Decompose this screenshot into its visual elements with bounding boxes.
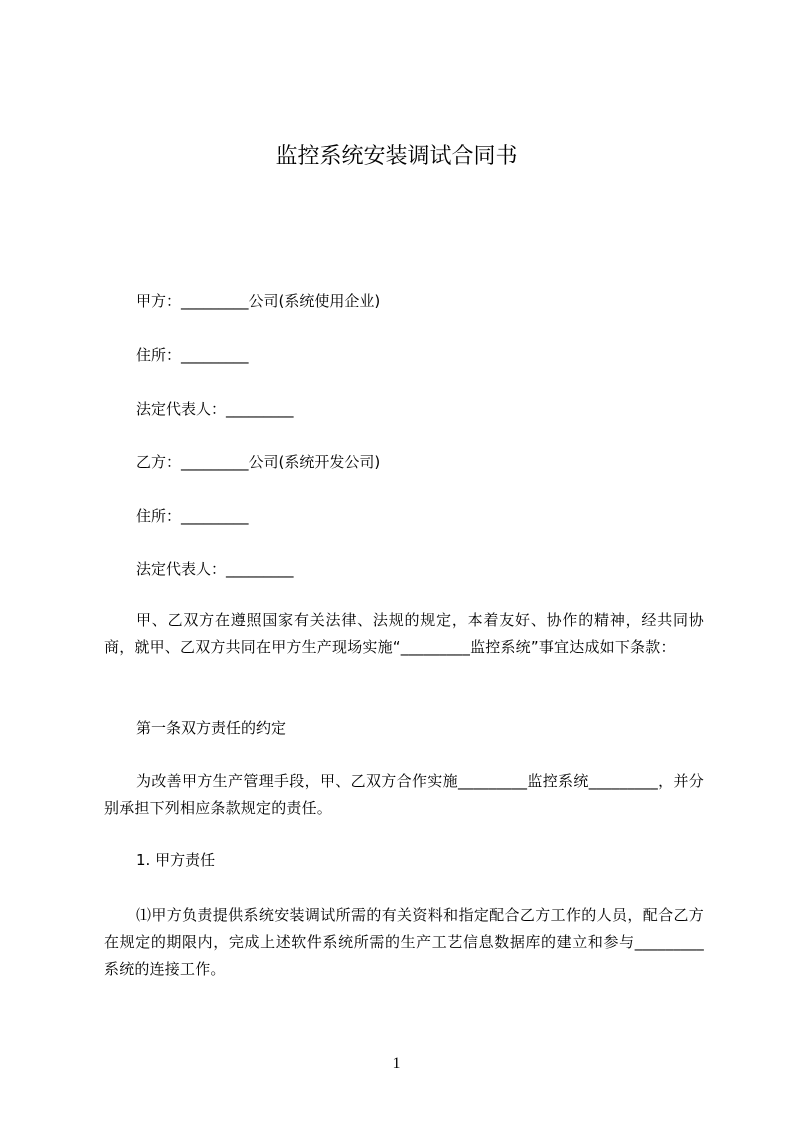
section-1-item-1: ⑴甲方负责提供系统安装调试所需的有关资料和指定配合乙方工作的人员，配合乙方在规定的期限内，完成上述软件系统所需的生产工艺信息数据库的建立和参与_________系统的连接工作。 [104,906,704,978]
article-1-heading: 第一条双方责任的约定 [136,719,287,737]
party-a-address-line: 住所：_________ [136,346,249,364]
article-1-body: 为改善甲方生产管理手段，甲、乙双方合作实施_________监控系统_________，并分别承担下列相应条款规定的责任。 [104,772,704,817]
party-b-address-line: 住所：_________ [136,507,249,525]
section-1-heading: 1. 甲方责任 [136,851,216,869]
page-number: 1 [392,1055,401,1072]
party-b-line: 乙方：_________公司(系统开发公司) [136,453,381,471]
document-title: 监控系统安装调试合同书 [275,144,518,169]
party-a-representative-line: 法定代表人：_________ [136,400,294,418]
intro-paragraph: 甲、乙双方在遵照国家有关法律、法规的规定，本着友好、协作的精神，经共同协商，就甲、乙双方共同在甲方生产现场实施“_________监控系统”事宜达成如下条款： [104,611,704,656]
party-b-representative-line: 法定代表人：_________ [136,560,294,578]
party-a-line: 甲方：_________公司(系统使用企业) [136,292,381,310]
